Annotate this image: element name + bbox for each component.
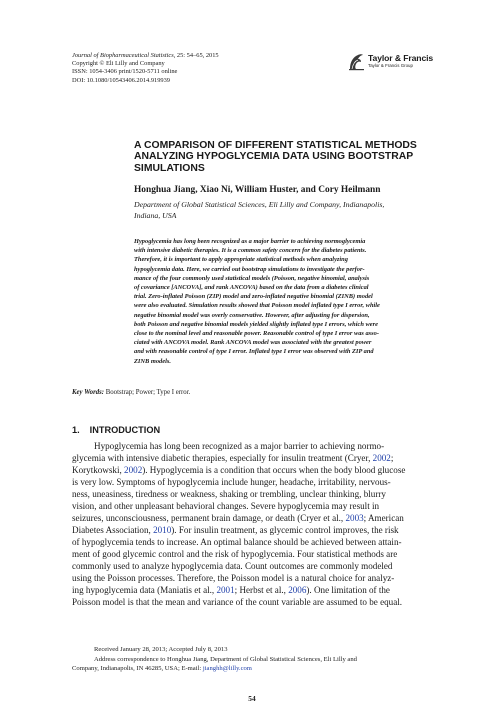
- body-text-segment: vision, and other unpleasant behavioral changes. Severe hypoglycemia may result in: [72, 501, 380, 511]
- email-link[interactable]: jianghh@lilly.com: [202, 665, 252, 673]
- abstract-line: Hypoglycemia has long been recognized as a major barrier to achieving normoglycemia: [134, 238, 366, 245]
- taylor-francis-emblem-icon: [348, 52, 365, 71]
- body-text-segment: Poisson model is that the mean and variance of the count variable are assumed to be equal.: [72, 597, 403, 607]
- citation-link[interactable]: 2010: [153, 525, 172, 535]
- section-title: INTRODUCTION: [89, 425, 161, 435]
- publisher-group: Taylor & Francis Group: [368, 63, 413, 68]
- abstract-line: negative binomial model was overly conservative. However, after adjusting for dispersion,: [134, 311, 370, 319]
- body-text-segment: ment of good glycemic control and the risk of hypoglycemia. Four statistical methods are: [72, 549, 398, 559]
- section-number: 1.: [72, 425, 80, 435]
- received-dates: Received January 28, 2013; Accepted July 8, 2013: [94, 646, 228, 653]
- copyright-line: Copyright © Eli Lilly and Company: [72, 60, 165, 68]
- body-line: [72, 440, 432, 452]
- body-text-segment: ; American: [363, 513, 404, 523]
- body-text-segment: of hypoglycemia tends to increase. An optimal balance should be achieved between attain-: [72, 537, 402, 547]
- citation-link[interactable]: 2002: [124, 465, 143, 475]
- body-line: [72, 560, 432, 572]
- title-line: SIMULATIONS: [134, 162, 205, 174]
- body-line: [72, 512, 432, 524]
- author-affiliation: [134, 199, 454, 221]
- body-line: [72, 464, 432, 476]
- affiliation-line: Indiana, USA: [134, 211, 177, 220]
- citation-link[interactable]: 2001: [216, 585, 235, 595]
- body-text-segment: ). For insulin treatment, as glycemic control improves, the risk: [171, 525, 399, 535]
- page-number: 54: [248, 694, 256, 703]
- author-list: Honghua Jiang, Xiao Ni, William Huster, and Cory Heilmann: [134, 185, 381, 195]
- body-line: [72, 536, 432, 548]
- abstract-line: and with reasonable control of type I error. Inflated type I error was observed with ZIP and: [134, 348, 374, 356]
- abstract-line: with intensive diabetic therapies. It is a common safety concern for the diabetes patients.: [134, 247, 367, 255]
- abstract-line: hypoglycemia data. Here, we carried out bootstrap simulations to investigate the perfor-: [134, 265, 365, 273]
- correspondence-address: Address correspondence to Honghua Jiang, Department of Global Statistical Sciences, Eli Lilly and: [94, 655, 357, 663]
- body-text-segment: using the Poisson processes. Therefore, the Poisson model is a natural choice for analyz-: [72, 573, 395, 583]
- body-text-segment: glycemia with intensive diabetic therapies, especially for insulin treatment (Cryer,: [72, 453, 373, 463]
- body-text-segment: ;: [390, 453, 394, 463]
- abstract-line: mance of the four commonly used statistical models (Poisson, negative binomial, analysis: [134, 274, 370, 282]
- title-line: ANALYZING HYPOGLYCEMIA DATA USING BOOTSTRAP: [134, 151, 414, 163]
- abstract-line: of covariance [ANCOVA], and rank ANCOVA) based on the data from a diabetes clinical: [134, 284, 369, 292]
- body-text-segment: commonly used to analyze hypoglycemia data. Count outcomes are commonly modeled: [72, 561, 393, 571]
- body-text-segment: Korytkowski,: [72, 465, 125, 475]
- citation-link[interactable]: 2002: [372, 453, 391, 463]
- body-line: [72, 488, 432, 500]
- body-line: [72, 476, 432, 488]
- body-text-segment: Hypoglycemia has long been recognized as a major barrier to achieving normo-: [94, 441, 385, 451]
- footnote: [72, 645, 432, 674]
- introduction-body: [72, 440, 432, 608]
- body-line: [72, 500, 432, 512]
- body-text-segment: ). One limitation of the: [306, 585, 390, 595]
- abstract-line: trial. Zero-inflated Poisson (ZIP) model and zero-inflated negative binomial (ZINB) model: [134, 293, 373, 301]
- title-line: A COMPARISON OF DIFFERENT STATISTICAL METHODS: [134, 140, 417, 151]
- abstract-line: ZINB models.: [134, 357, 171, 365]
- body-text-segment: ness, uneasiness, tiredness or weakness, shaking or trembling, unclear thinking, blurry: [72, 489, 386, 499]
- citation-link[interactable]: 2006: [288, 585, 307, 595]
- abstract-line: ciated with ANCOVA model. Rank ANCOVA model was associated with the greatest power: [134, 339, 372, 347]
- article-title: [134, 140, 454, 174]
- doi-line[interactable]: DOI: 10.1080/10543406.2014.919939: [72, 76, 170, 84]
- journal-citation: 25: 54–65, 2015: [175, 52, 219, 59]
- keywords: [72, 389, 190, 396]
- citation-link[interactable]: 2003: [345, 513, 364, 523]
- body-text-segment: seizures, unconsciousness, permanent brain damage, or death (Cryer et al.,: [72, 513, 346, 523]
- abstract: [134, 237, 434, 366]
- abstract-line: were also evaluated. Simulation results showed that Poisson model inflated type I error, while: [134, 302, 380, 310]
- issn-line: ISSN: 1054-3406 print/1520-5711 online: [72, 68, 178, 76]
- body-text-segment: is very low. Symptoms of hypoglycemia include hunger, headache, irritability, nervous-: [72, 477, 391, 487]
- body-text-segment: ing hypoglycemia data (Maniatis et al.,: [72, 585, 217, 595]
- correspondence-address-cont: Company, Indianapolis, IN 46285, USA; E-mail:: [72, 665, 203, 673]
- body-line: [72, 452, 432, 464]
- body-line: [72, 596, 432, 608]
- body-line: [72, 572, 432, 584]
- keywords-label: Key Words:: [72, 389, 105, 396]
- body-text-segment: ; Herbst et al.,: [234, 585, 289, 595]
- body-line: [72, 548, 432, 560]
- publisher-name: Taylor & Francis: [368, 53, 434, 63]
- body-text-segment: ). Hypoglycemia is a condition that occurs when the body blood glucose: [142, 465, 406, 475]
- abstract-line: close to the nominal level and reasonable power. Reasonable control of type I error was asso-: [134, 330, 379, 338]
- abstract-line: Therefore, it is important to apply appropriate statistical methods when analyzing: [134, 256, 348, 264]
- body-text-segment: Diabetes Association,: [72, 525, 154, 535]
- journal-name: Journal of Biopharmaceutical Statistics,: [72, 52, 176, 59]
- body-line: [72, 524, 432, 536]
- keywords-text: Bootstrap; Power; Type I error.: [104, 389, 191, 396]
- abstract-line: both Poisson and negative binomial models yielded slightly inflated type I errors, which were: [134, 320, 378, 328]
- publisher-logo: [348, 52, 444, 74]
- body-line: [72, 584, 432, 596]
- section-heading: [72, 425, 160, 435]
- affiliation-line: Department of Global Statistical Sciences, Eli Lilly and Company, Indianapolis,: [134, 200, 385, 209]
- journal-metadata: [72, 52, 219, 85]
